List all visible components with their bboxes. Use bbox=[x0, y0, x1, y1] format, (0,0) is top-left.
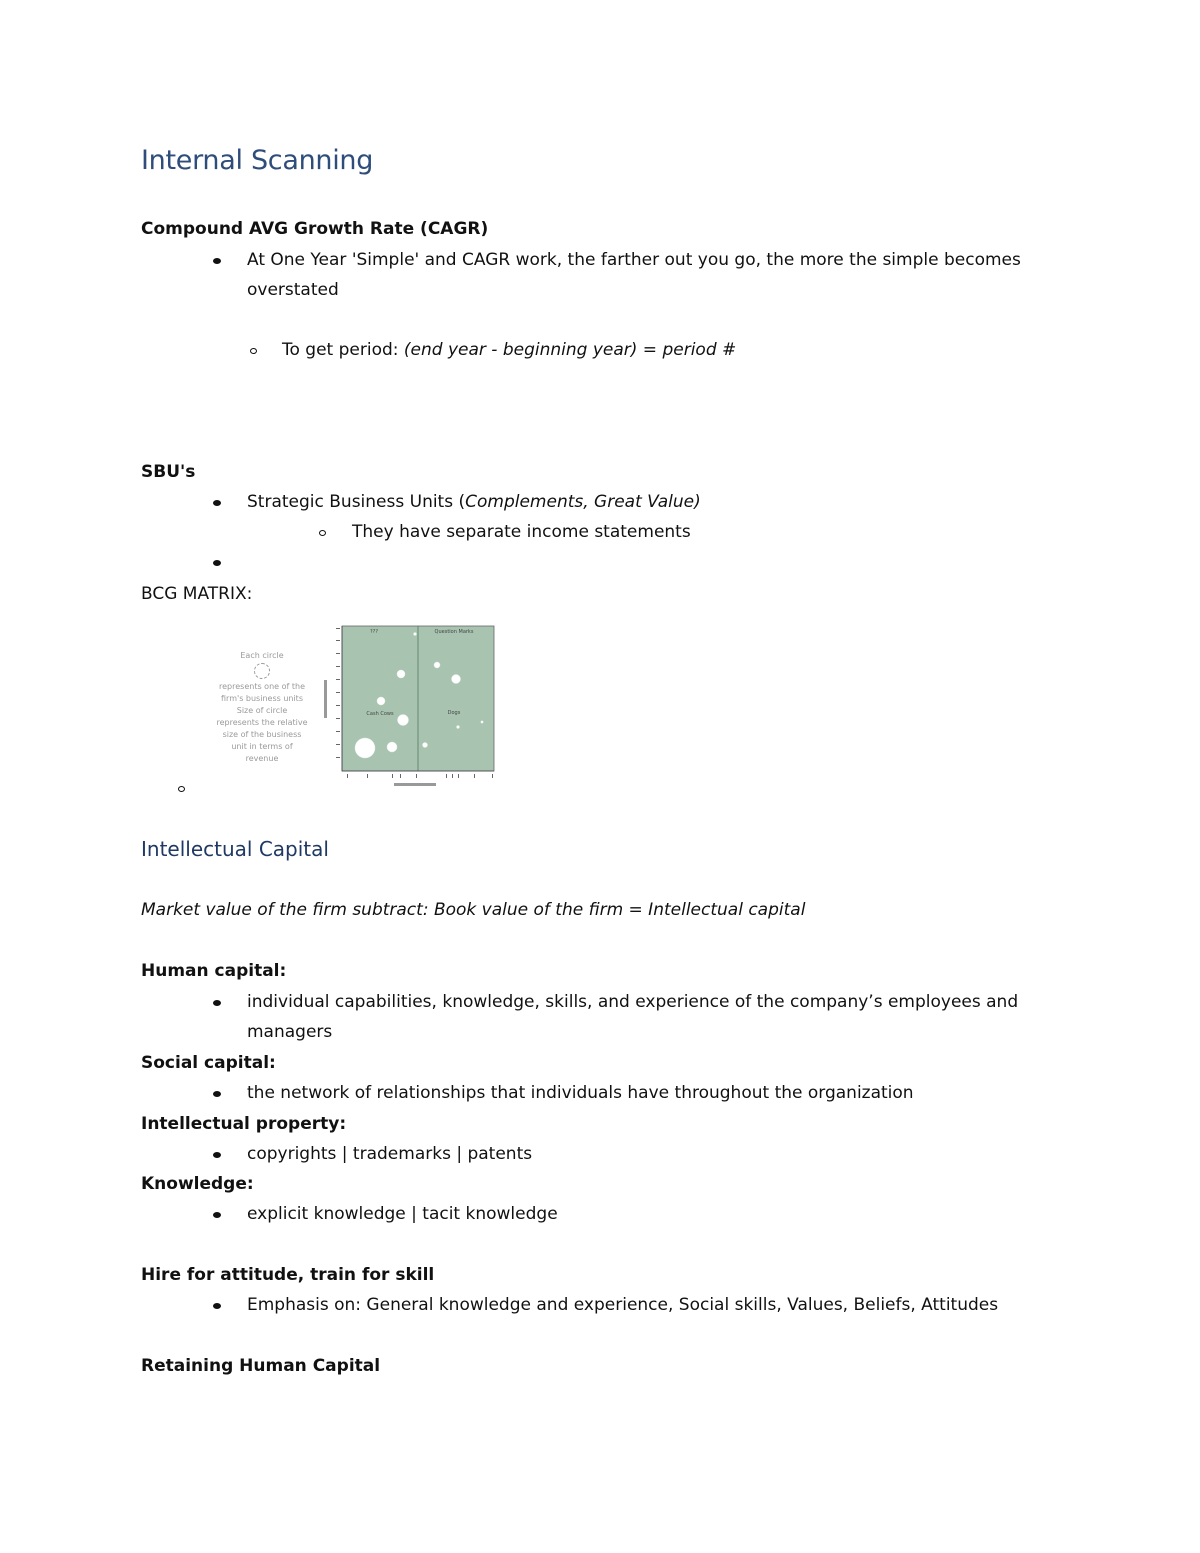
legend-line: represents the relative bbox=[216, 718, 308, 727]
bcg-matrix-chart bbox=[322, 620, 498, 792]
business-unit-circle bbox=[355, 738, 375, 758]
bullet-icon bbox=[213, 1091, 221, 1097]
cagr-bullet-line2: overstated bbox=[247, 280, 339, 300]
bullet-icon bbox=[213, 1152, 221, 1158]
business-unit-circle bbox=[397, 670, 405, 678]
legend-line: revenue bbox=[245, 754, 279, 763]
sbu-bullet-italic: Complements, Great Value) bbox=[465, 492, 701, 512]
intellectual-capital-heading: Intellectual Capital bbox=[141, 837, 329, 861]
cagr-sub-bullet bbox=[282, 340, 736, 360]
legend-line: Each circle bbox=[240, 651, 284, 660]
sbu-sub-bullet: They have separate income statements bbox=[352, 522, 691, 542]
business-unit-circle bbox=[398, 715, 409, 726]
quadrant-top-left: ??? bbox=[370, 629, 378, 635]
business-unit-circle bbox=[481, 721, 483, 723]
social-capital-item: the network of relationships that individuals have throughout the organization bbox=[247, 1083, 914, 1103]
dashed-circle-icon bbox=[254, 663, 270, 679]
bcg-label: BCG MATRIX: bbox=[141, 584, 253, 604]
human-capital-heading: Human capital: bbox=[141, 961, 287, 981]
business-unit-circle bbox=[434, 662, 440, 668]
x-axis-label bbox=[394, 783, 436, 786]
bullet-icon bbox=[213, 1303, 221, 1309]
business-unit-circle bbox=[387, 742, 397, 752]
sbu-heading: SBU's bbox=[141, 462, 196, 482]
legend-line: firm's business units bbox=[221, 694, 303, 703]
bullet-icon bbox=[213, 500, 221, 506]
cagr-bullet-line1: At One Year 'Simple' and CAGR work, the farther out you go, the more the simple becomes bbox=[247, 250, 1021, 270]
business-unit-circle bbox=[452, 675, 461, 684]
cagr-sub-prefix: To get period: bbox=[282, 340, 404, 360]
y-ticks bbox=[336, 628, 340, 758]
quadrant-top-right: Question Marks bbox=[434, 629, 474, 635]
intellectual-property-item: copyrights | trademarks | patents bbox=[247, 1144, 533, 1164]
quadrant-bottom-right: Dogs bbox=[447, 710, 461, 716]
x-ticks bbox=[347, 774, 493, 778]
social-capital-heading: Social capital: bbox=[141, 1053, 276, 1073]
cagr-heading: Compound AVG Growth Rate (CAGR) bbox=[141, 219, 489, 239]
bullet-icon bbox=[213, 560, 221, 566]
page-title: Internal Scanning bbox=[141, 145, 374, 176]
bcg-legend bbox=[216, 650, 308, 765]
sbu-bullet-prefix: Strategic Business Units ( bbox=[247, 492, 466, 512]
hire-item: Emphasis on: General knowledge and experience, Social skills, Values, Beliefs, Attitudes bbox=[247, 1295, 999, 1315]
sub-bullet-icon bbox=[178, 786, 185, 792]
business-unit-circle bbox=[457, 726, 460, 729]
knowledge-heading: Knowledge: bbox=[141, 1174, 254, 1194]
human-capital-line1: individual capabilities, knowledge, skills, and experience of the company’s employees and bbox=[247, 992, 1019, 1012]
human-capital-line2: managers bbox=[247, 1022, 333, 1042]
business-unit-circle bbox=[377, 697, 385, 705]
legend-line: represents one of the bbox=[219, 682, 305, 691]
sub-bullet-icon bbox=[250, 348, 257, 354]
cagr-sub-formula: (end year - beginning year) = period # bbox=[403, 340, 737, 360]
legend-line: unit in terms of bbox=[231, 742, 293, 751]
legend-line: Size of circle bbox=[236, 706, 288, 715]
bullet-icon bbox=[213, 258, 221, 264]
ic-formula: Market value of the firm subtract: Book value of the firm = Intellectual capital bbox=[141, 900, 806, 920]
sub-bullet-icon bbox=[319, 530, 326, 536]
hire-heading: Hire for attitude, train for skill bbox=[141, 1265, 435, 1285]
legend-line: size of the business bbox=[222, 730, 302, 739]
intellectual-property-heading: Intellectual property: bbox=[141, 1114, 347, 1134]
business-unit-circle bbox=[414, 633, 417, 636]
retaining-heading: Retaining Human Capital bbox=[141, 1356, 381, 1376]
bullet-icon bbox=[213, 1212, 221, 1218]
quadrant-bottom-left: Cash Cows bbox=[366, 711, 394, 717]
sbu-bullet bbox=[247, 492, 701, 512]
bullet-icon bbox=[213, 1000, 221, 1006]
y-axis-label bbox=[324, 680, 327, 718]
business-unit-circle bbox=[423, 743, 428, 748]
knowledge-item: explicit knowledge | tacit knowledge bbox=[247, 1204, 558, 1224]
